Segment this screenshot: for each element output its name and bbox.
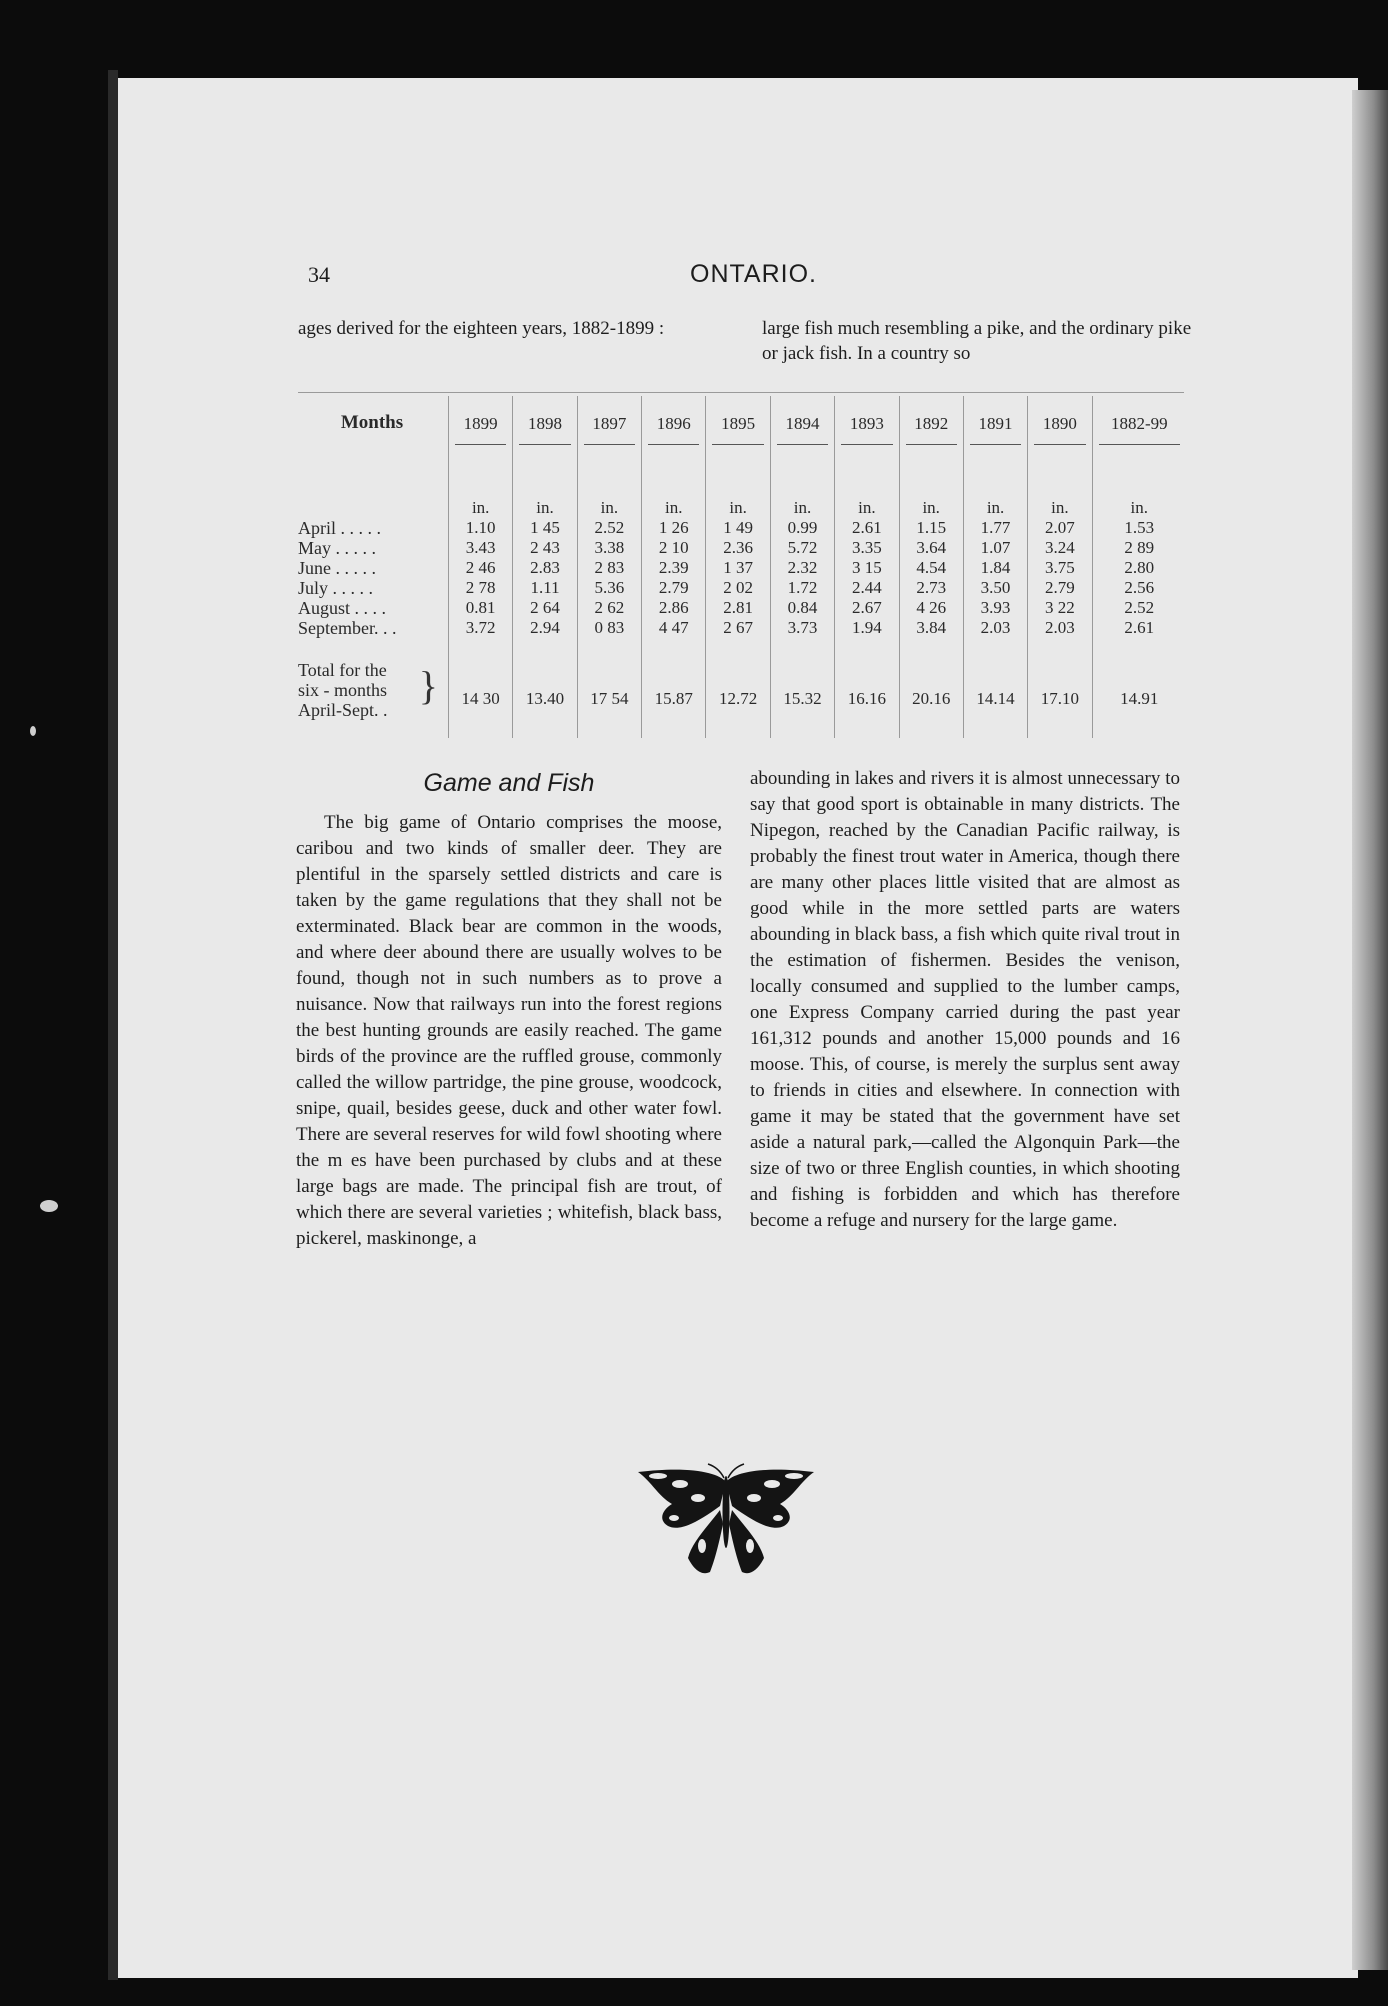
month-label: April . . . . . — [298, 518, 381, 538]
table-cell: 3.72 — [449, 618, 513, 638]
year-header — [770, 396, 834, 484]
table-cell: 4.54 — [899, 558, 963, 578]
total-label-line: April-Sept. . — [298, 700, 388, 720]
table-cell: 1 26 — [642, 518, 706, 538]
table-cell: 1.77 — [963, 518, 1027, 538]
table-cell: 2.80 — [1092, 558, 1186, 578]
table-cell: 2.86 — [642, 598, 706, 618]
table-cell: 2.79 — [1028, 578, 1092, 598]
table-cell: 2.61 — [835, 518, 899, 538]
table-cell: 2.94 — [513, 618, 577, 638]
table-cell: 2.73 — [899, 578, 963, 598]
table-cell: 2.56 — [1092, 578, 1186, 598]
table-cell: 2.67 — [835, 598, 899, 618]
table-row — [296, 578, 1186, 598]
table-row — [296, 598, 1186, 618]
months-header-label: Months — [340, 412, 404, 433]
table-cell: 3.73 — [770, 618, 834, 638]
year-header — [513, 396, 577, 484]
month-label: June . . . . . — [298, 558, 376, 578]
table-cell: 1.84 — [963, 558, 1027, 578]
table-cell: 2 89 — [1092, 538, 1186, 558]
table-cell: 1.72 — [770, 578, 834, 598]
table-cell: 3.43 — [449, 538, 513, 558]
table-cell: 1.11 — [513, 578, 577, 598]
scan-speck — [40, 1200, 58, 1212]
unit-cell: in. — [577, 484, 641, 518]
unit-cell: in. — [899, 484, 963, 518]
year-header — [835, 396, 899, 484]
month-label: August . . . . — [298, 598, 387, 618]
table-row — [296, 538, 1186, 558]
table-cell: 3.75 — [1028, 558, 1092, 578]
table-cell: 2 43 — [513, 538, 577, 558]
unit-row — [296, 484, 1186, 518]
table-cell: 2 78 — [449, 578, 513, 598]
unit-cell: in. — [1092, 484, 1186, 518]
total-cell: 15.87 — [642, 638, 706, 738]
total-cell: 13.40 — [513, 638, 577, 738]
year-header — [706, 396, 770, 484]
table-header-row — [296, 396, 1186, 484]
table-cell: 2 02 — [706, 578, 770, 598]
table-cell: 2.39 — [642, 558, 706, 578]
total-cell: 20.16 — [899, 638, 963, 738]
table-cell: 0.84 — [770, 598, 834, 618]
table-cell: 1.10 — [449, 518, 513, 538]
table-cell: 0.99 — [770, 518, 834, 538]
total-label-line: Total for the — [298, 660, 387, 680]
table-cell: 2.32 — [770, 558, 834, 578]
table-cell: 4 26 — [899, 598, 963, 618]
year-label: 1896 — [656, 414, 691, 433]
year-header — [963, 396, 1027, 484]
unit-cell: in. — [1028, 484, 1092, 518]
intro-right-text: large fish much resembling a pike, and the ordinary pike or jack fish. In a country so — [762, 318, 1192, 364]
year-header — [642, 396, 706, 484]
section-title: Game and Fish — [423, 769, 595, 797]
page-curl-edge — [1352, 90, 1388, 1970]
unit-cell: in. — [449, 484, 513, 518]
table-row — [296, 518, 1186, 538]
table-cell: 1 45 — [513, 518, 577, 538]
body-paragraph: abounding in lakes and rivers it is almost unnecessary to say that good sport is obtainable in many districts. The Nipegon, reached by the Canadian Pacific railway, is probably the finest trout water in America, though there are many other places little visited that are almost as good while in the more settled parts are waters abounding in black bass, a fish which quite rival trout in the estimation of fishermen. Besides the venison, locally consumed and supplied to the lumber camps, one Express Company carried during the past year 161,312 pounds and another 15,000 pounds and 16 moose. This, of course, is merely the surplus sent away to friends in cities and elsewhere. In connection with game it may be stated that the government have set aside a natural park,—called the Algonquin Park—the size of two or three English counties, in which shooting and fishing is forbidden and which has therefore become a refuge and nursery for the large game. — [750, 768, 1180, 1231]
year-label: 1882-99 — [1110, 414, 1168, 433]
year-label: 1890 — [1042, 414, 1077, 433]
month-label: September. . . — [298, 618, 397, 638]
year-label: 1895 — [721, 414, 756, 433]
year-label: 1892 — [914, 414, 949, 433]
table-cell: 1.94 — [835, 618, 899, 638]
scan-speck — [30, 726, 36, 736]
left-column — [296, 770, 722, 1252]
butterfly-icon — [628, 1462, 824, 1580]
total-cell: 17 54 — [577, 638, 641, 738]
total-cell: 17.10 — [1028, 638, 1092, 738]
right-column — [750, 766, 1180, 1234]
table-cell: 5.72 — [770, 538, 834, 558]
body-paragraph: The big game of Ontario comprises the moose, caribou and two kinds of smaller deer. They are plentiful in the sparsely settled districts and care is taken by the game regulations that they shall not be exterminated. Black bear are common in the woods, and where deer abound there are usually wolves to be found, though not in such numbers as to prove a nuisance. Now that railways run into the forest regions the best hunting grounds are easily reached. The game birds of the province are the ruffled grouse, commonly called the willow partridge, the pine grouse, woodcock, snipe, quail, besides geese, duck and other water fowl. There are several reserves for wild fowl shooting where the m es have been purchased by clubs and at these large bags are made. The principal fish are trout, of which there are several varieties ; whitefish, black bass, pickerel, maskinonge, a — [296, 812, 722, 1249]
intro-left-text: ages derived for the eighteen years, 1882-1899 : — [298, 318, 665, 339]
unit-cell: in. — [835, 484, 899, 518]
year-header — [449, 396, 513, 484]
table-top-rule — [298, 392, 1184, 393]
page-edge-shadow — [108, 70, 118, 1980]
unit-cell: in. — [770, 484, 834, 518]
year-label: 1898 — [528, 414, 563, 433]
total-cell: 15.32 — [770, 638, 834, 738]
table-cell: 2 64 — [513, 598, 577, 618]
total-cell: 16.16 — [835, 638, 899, 738]
year-label: 1893 — [849, 414, 884, 433]
table-cell: 2.03 — [1028, 618, 1092, 638]
unit-cell: in. — [706, 484, 770, 518]
table-cell: 3.38 — [577, 538, 641, 558]
table-cell: 1 37 — [706, 558, 770, 578]
page-number: 34 — [308, 262, 330, 287]
table-cell: 2.03 — [963, 618, 1027, 638]
table-cell: 2.52 — [577, 518, 641, 538]
total-cell: 14 30 — [449, 638, 513, 738]
total-label-line: six - months — [298, 680, 388, 700]
table-cell: 2.44 — [835, 578, 899, 598]
table-cell: 1.07 — [963, 538, 1027, 558]
table-cell: 3.35 — [835, 538, 899, 558]
year-label: 1899 — [463, 414, 498, 433]
total-label — [296, 638, 449, 738]
table-cell: 0.81 — [449, 598, 513, 618]
table-cell: 3.24 — [1028, 538, 1092, 558]
table-cell: 2.52 — [1092, 598, 1186, 618]
table-cell: 3.50 — [963, 578, 1027, 598]
table-cell: 3.93 — [963, 598, 1027, 618]
table-cell: 2 62 — [577, 598, 641, 618]
table-cell: 5.36 — [577, 578, 641, 598]
unit-cell: in. — [963, 484, 1027, 518]
total-cell: 14.91 — [1092, 638, 1186, 738]
year-label: 1894 — [785, 414, 820, 433]
table-cell: 1.15 — [899, 518, 963, 538]
table-cell: 2.83 — [513, 558, 577, 578]
table-row — [296, 618, 1186, 638]
table-cell: 2.79 — [642, 578, 706, 598]
table-cell: 2.07 — [1028, 518, 1092, 538]
table-cell: 0 83 — [577, 618, 641, 638]
table-cell: 4 47 — [642, 618, 706, 638]
year-label: 1897 — [592, 414, 627, 433]
table-cell: 3 15 — [835, 558, 899, 578]
table-cell: 2.61 — [1092, 618, 1186, 638]
year-header — [1028, 396, 1092, 484]
months-header — [296, 396, 449, 484]
year-header — [577, 396, 641, 484]
table-cell: 2.36 — [706, 538, 770, 558]
month-label: July . . . . . — [298, 578, 374, 598]
table-cell: 2 10 — [642, 538, 706, 558]
running-head: ONTARIO. — [690, 260, 817, 288]
total-cell: 14.14 — [963, 638, 1027, 738]
table-cell: 2 67 — [706, 618, 770, 638]
table-cell: 2 46 — [449, 558, 513, 578]
page-header — [0, 262, 1388, 292]
unit-cell: in. — [642, 484, 706, 518]
total-cell: 12.72 — [706, 638, 770, 738]
table-cell: 1 49 — [706, 518, 770, 538]
table-cell: 2.81 — [706, 598, 770, 618]
table-cell: 3 22 — [1028, 598, 1092, 618]
table-cell: 3.84 — [899, 618, 963, 638]
table-cell: 2 83 — [577, 558, 641, 578]
month-label: May . . . . . — [298, 538, 376, 558]
year-header — [1092, 396, 1186, 484]
brace-icon: } — [418, 663, 438, 708]
table-cell: 3.64 — [899, 538, 963, 558]
table-cell: 1.53 — [1092, 518, 1186, 538]
unit-cell: in. — [513, 484, 577, 518]
year-label: 1891 — [978, 414, 1013, 433]
table-row — [296, 558, 1186, 578]
year-header — [899, 396, 963, 484]
total-row — [296, 638, 1186, 738]
rainfall-table — [296, 396, 1186, 738]
